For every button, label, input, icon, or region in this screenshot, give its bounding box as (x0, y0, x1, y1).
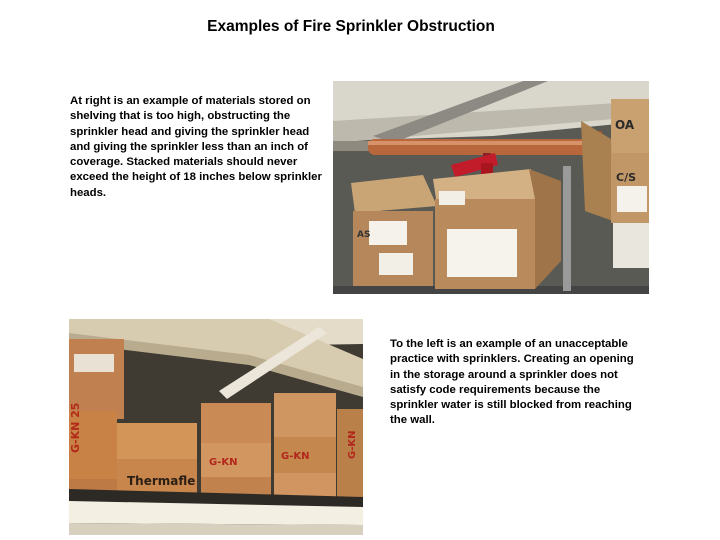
cardboard-box (351, 175, 437, 286)
box-marking: AS (357, 230, 371, 240)
box-marking: G-KN (281, 451, 310, 462)
paragraph-opening-example: To the left is an example of an unacceptable practice with sprinklers. Creating an opening in the storage around a sprinkler does not satisfy code requirements because the sprinkler water is still blocked from reaching the wall. (390, 338, 634, 427)
box-marking: Thermafle (127, 474, 196, 488)
cardboard-box (117, 423, 197, 501)
cardboard-box (201, 403, 271, 507)
box-marking: G-KN (209, 457, 238, 468)
page-title: Examples of Fire Sprinkler Obstruction (207, 18, 495, 35)
photo-storage-opening (69, 319, 363, 535)
box-marking: G-KN 25 (69, 402, 82, 453)
cardboard-box (433, 169, 561, 289)
cardboard-box (274, 393, 363, 505)
box-marking: C/S (616, 171, 637, 184)
photo-shelving-sprinkler (333, 81, 649, 294)
box-marking: OA (615, 118, 635, 132)
box-marking: G-KN (347, 430, 358, 459)
paragraph-shelving-example: At right is an example of materials stored on shelving that is too high, obstructing the sprinkler head and giving the sprinkler head and giving the sprinkler less than an inch of coverage. Stacked materials should never exceed the height of 18 inches below sprinkler heads. (70, 95, 322, 199)
